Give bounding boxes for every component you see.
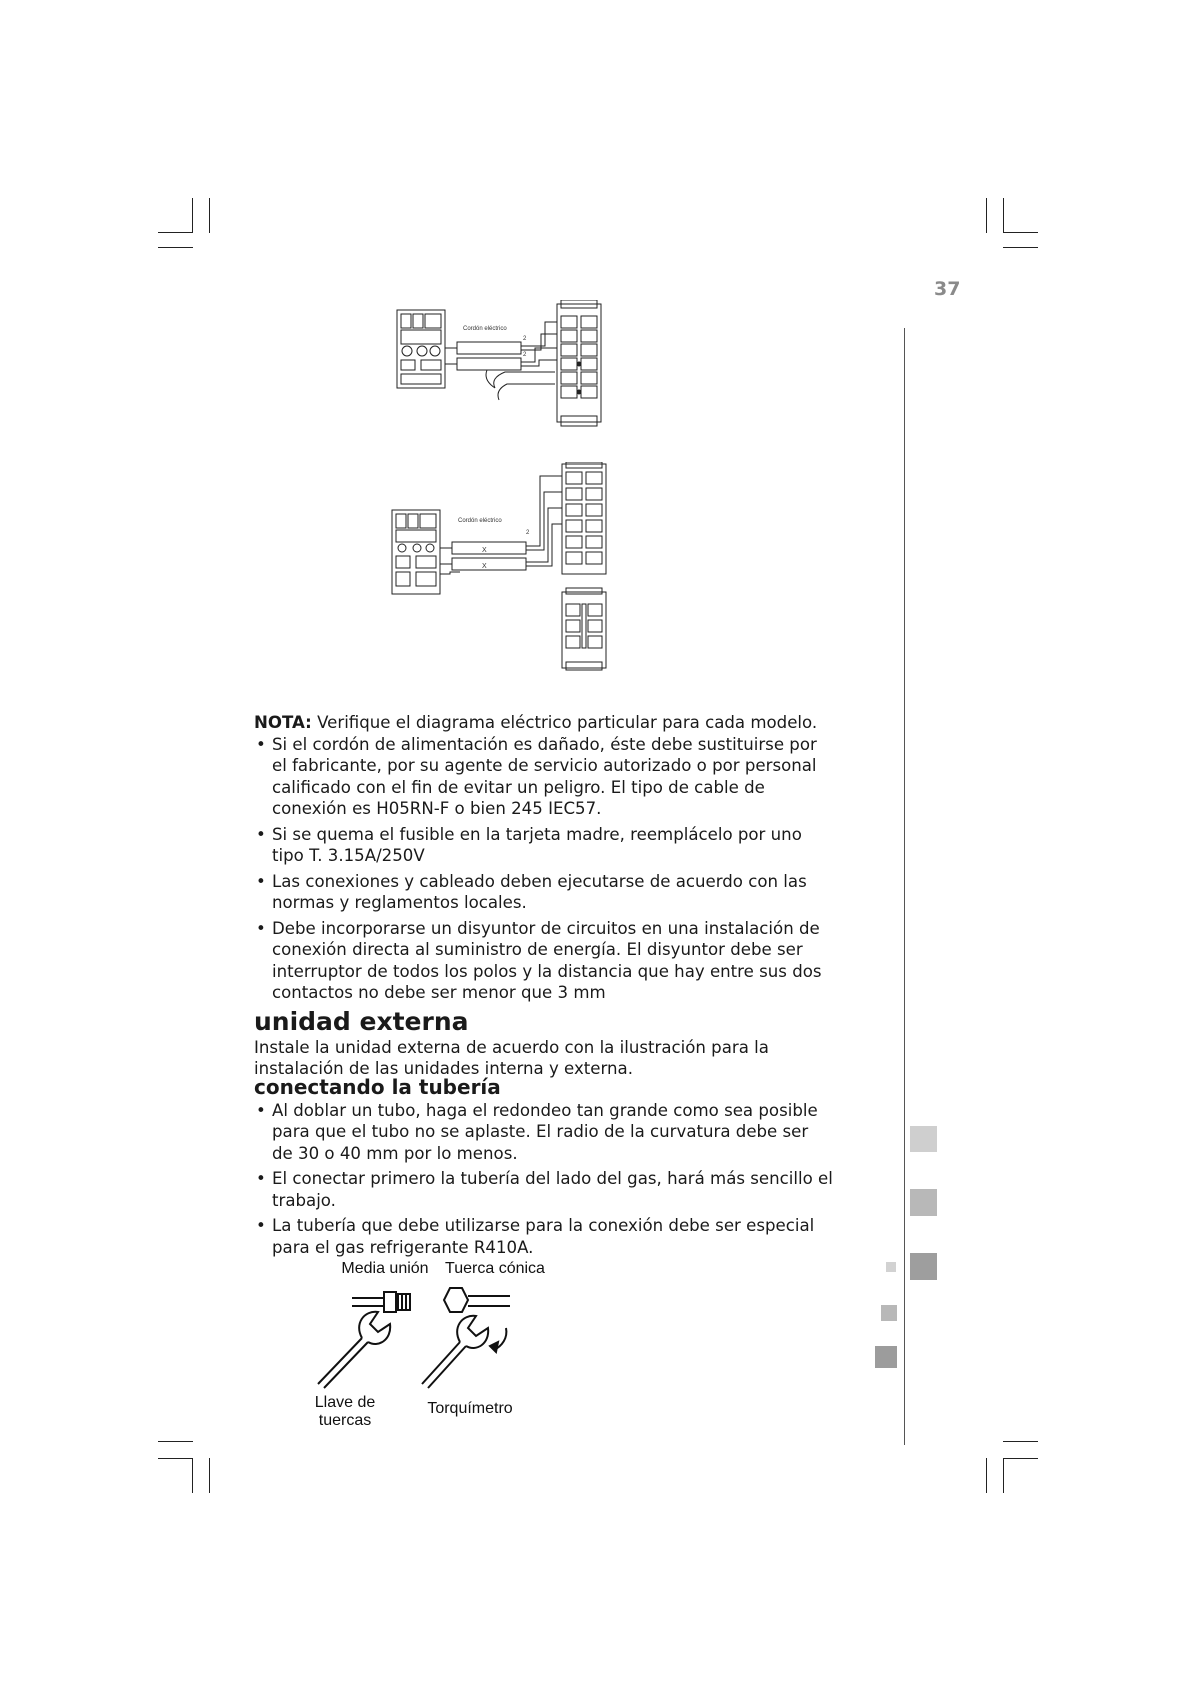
wrench-illustration bbox=[310, 1280, 550, 1390]
sub-heading: conectando la tubería bbox=[254, 1074, 501, 1099]
section-paragraph: Instale la unidad externa de acuerdo con la ilustración para la instalación de las unidades interna y externa. bbox=[254, 1037, 769, 1078]
list-item: • Las conexiones y cableado deben ejecutarse de acuerdo con las normas y reglamentos locales. bbox=[254, 871, 834, 914]
cord-label: Cordón eléctrico bbox=[463, 326, 507, 332]
note-text: Verifique el diagrama eléctrico particular para cada modelo. bbox=[317, 713, 818, 732]
section-tab-marker bbox=[875, 1346, 897, 1368]
label-tuerca-conica: Tuerca cónica bbox=[445, 1260, 545, 1277]
section-tab-marker bbox=[910, 1126, 937, 1152]
crop-mark bbox=[209, 1458, 210, 1493]
list-item: • Debe incorporarse un disyuntor de circuitos en una instalación de conexión directa al suministro de energía. El disyuntor debe ser interruptor de todos los polos y la distancia que hay entre sus dos contactos no debe ser menor que 3 mm bbox=[254, 918, 834, 1004]
crop-mark bbox=[986, 1458, 987, 1493]
section-tab-marker bbox=[886, 1262, 896, 1272]
note-label: NOTA: bbox=[254, 713, 312, 732]
label-llave-line2: tuercas bbox=[318, 1412, 372, 1429]
wiring-diagram-2 bbox=[390, 462, 620, 672]
crop-mark bbox=[158, 232, 193, 233]
crop-mark bbox=[986, 198, 987, 233]
wiring-diagram-1 bbox=[395, 300, 615, 430]
crop-mark bbox=[158, 1441, 193, 1442]
crop-mark bbox=[192, 198, 193, 233]
page-number: 37 bbox=[934, 278, 961, 300]
wire-count: 2 bbox=[523, 336, 527, 342]
wire-mark: X bbox=[482, 547, 487, 554]
bullet-list bbox=[254, 1100, 834, 1259]
bullet-list bbox=[254, 734, 834, 1004]
crop-mark bbox=[1003, 1441, 1038, 1442]
section-tab-marker bbox=[910, 1253, 937, 1280]
body-text bbox=[254, 712, 834, 1262]
crop-mark bbox=[1003, 198, 1004, 233]
crop-mark bbox=[158, 247, 193, 248]
wire-count: 2 bbox=[526, 530, 530, 536]
cord-label: Cordón eléctrico bbox=[458, 518, 502, 524]
list-item: • El conectar primero la tubería del lado del gas, hará más sencillo el trabajo. bbox=[254, 1168, 834, 1211]
label-llave-de-tuercas bbox=[300, 1394, 390, 1430]
section-heading: unidad externa bbox=[254, 1006, 469, 1036]
wire-count: 2 bbox=[523, 352, 527, 358]
section-tab-marker bbox=[881, 1305, 897, 1321]
crop-mark bbox=[158, 1458, 193, 1459]
crop-mark bbox=[1003, 247, 1038, 248]
label-torquimetro: Torquímetro bbox=[427, 1400, 513, 1417]
label-llave-line1: Llave de bbox=[314, 1394, 376, 1411]
margin-rule bbox=[904, 328, 905, 1445]
list-item: • La tubería que debe utilizarse para la conexión debe ser especial para el gas refrigerante R410A. bbox=[254, 1215, 834, 1258]
crop-mark bbox=[209, 198, 210, 233]
wire-mark: X bbox=[482, 563, 487, 570]
crop-mark bbox=[1003, 232, 1038, 233]
label-media-union: Media unión bbox=[341, 1260, 429, 1277]
section-tab-marker bbox=[910, 1189, 937, 1216]
crop-mark bbox=[1003, 1458, 1004, 1493]
list-item: • Al doblar un tubo, haga el redondeo tan grande como sea posible para que el tubo no se aplaste. El radio de la curvatura debe ser de 30 o 40 mm por lo menos. bbox=[254, 1100, 834, 1165]
list-item: • Si el cordón de alimentación es dañado, éste debe sustituirse por el fabricante, por su agente de servicio autorizado o por personal calificado con el fin de evitar un peligro. El tipo de cable de conexión es H05RN-F o bien 245 IEC57. bbox=[254, 734, 834, 820]
crop-mark bbox=[192, 1458, 193, 1493]
list-item: • Si se quema el fusible en la tarjeta madre, reemplácelo por uno tipo T. 3.15A/250V bbox=[254, 824, 834, 867]
crop-mark bbox=[1003, 1458, 1038, 1459]
note bbox=[254, 712, 834, 734]
